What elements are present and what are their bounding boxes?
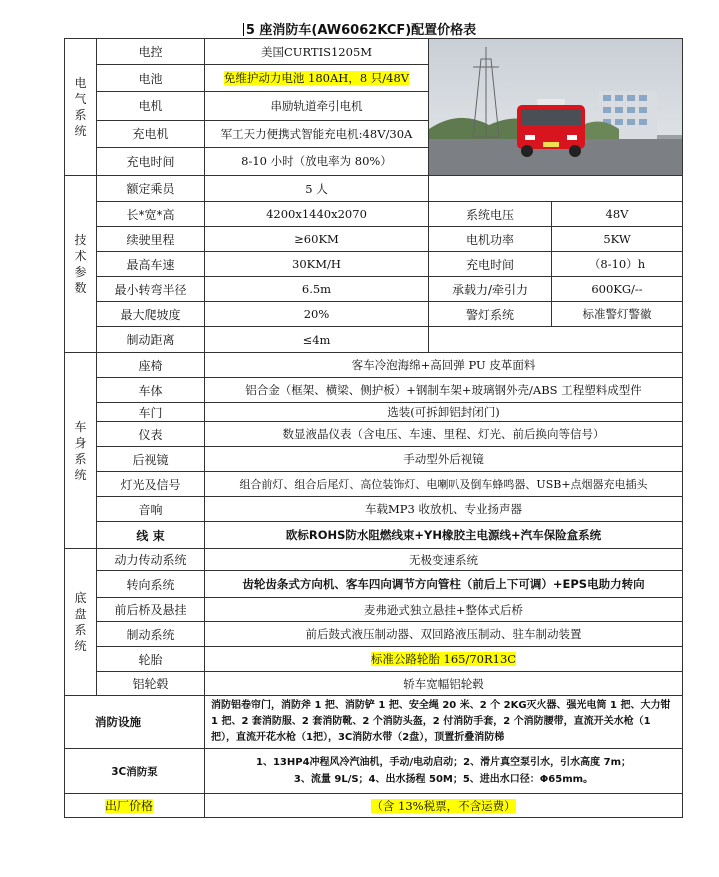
row-label: 系统电压 (429, 202, 552, 227)
table-row (65, 327, 683, 353)
row-label: 电机 (97, 92, 205, 120)
empty-cell (429, 176, 683, 202)
row-label: 额定乘员 (97, 176, 205, 202)
row-label: 前后桥及悬挂 (97, 598, 205, 622)
row-value: 20% (205, 302, 429, 327)
table-row (65, 672, 683, 696)
row-value: 麦弗逊式独立悬挂+整体式后桥 (205, 598, 683, 622)
row-value: 铝合金（框架、横梁、侧护板）+钢制车架+玻璃钢外壳/ABS 工程塑料成型件 (205, 378, 683, 403)
row-value: （8-10）h (552, 252, 683, 277)
row-value: 齿轮齿条式方向机、客车四向调节方向管柱（前后上下可调）+EPS电助力转向 (205, 571, 683, 598)
row-label: 灯光及信号 (97, 472, 205, 497)
row-value: 标准公路轮胎 165/70R13C (205, 647, 683, 672)
row-label: 电池 (97, 65, 205, 92)
row-label: 电控 (97, 39, 205, 65)
row-value: 6.5m (205, 277, 429, 302)
table-row (65, 549, 683, 571)
row-label: 续驶里程 (97, 227, 205, 252)
row-value: 客车冷泡海绵+高回弹 PU 皮革面料 (205, 353, 683, 378)
table-row (65, 277, 683, 302)
table-row (65, 353, 683, 378)
table-row (65, 497, 683, 522)
row-label: 充电时间 (97, 147, 205, 175)
row-label: 车体 (97, 378, 205, 403)
row-label: 制动系统 (97, 622, 205, 647)
table-row (65, 302, 683, 327)
table-row (65, 522, 683, 549)
row-label: 承载力/牵引力 (429, 277, 552, 302)
section-body: 车身系统 (65, 353, 97, 549)
row-value: 手动型外后视镜 (205, 447, 683, 472)
empty-cell (429, 327, 683, 353)
table-row (65, 227, 683, 252)
table-row (65, 422, 683, 447)
row-value: 免维护动力电池 180AH，8 只/48V (205, 65, 429, 92)
table-row (65, 622, 683, 647)
vehicle-photo (429, 39, 683, 176)
table-row (65, 39, 683, 65)
row-label: 最大爬坡度 (97, 302, 205, 327)
row-value: 无极变速系统 (205, 549, 683, 571)
row-label: 最小转弯半径 (97, 277, 205, 302)
row-value: 选装(可拆卸铝封闭门) (205, 403, 683, 422)
row-label: 制动距离 (97, 327, 205, 353)
text-cursor (243, 23, 244, 36)
row-label: 警灯系统 (429, 302, 552, 327)
pump-value (205, 749, 683, 794)
table-row (65, 403, 683, 422)
table-row (65, 571, 683, 598)
price-value: （含 13%税票，不含运费） (205, 794, 683, 818)
row-value: 标准警灯警徽 (552, 302, 683, 327)
table-row (65, 447, 683, 472)
row-label: 动力传动系统 (97, 549, 205, 571)
row-label: 转向系统 (97, 571, 205, 598)
row-value: 车载MP3 收放机、专业扬声器 (205, 497, 683, 522)
pump-line-1: 1、13HP4冲程风冷汽油机，手动/电动启动；2、滑片真空泵引水，引水高度 7m； (256, 757, 631, 768)
row-value: 数显液晶仪表（含电压、车速、里程、灯光、前后换向等信号） (205, 422, 683, 447)
row-label: 充电机 (97, 120, 205, 147)
row-value: 4200x1440x2070 (205, 202, 429, 227)
row-label: 最高车速 (97, 252, 205, 277)
fire-equipment-label: 消防设施 (65, 696, 205, 749)
row-label: 音响 (97, 497, 205, 522)
row-label: 座椅 (97, 353, 205, 378)
row-value: 前后鼓式液压制动器、双回路液压制动、驻车制动装置 (205, 622, 683, 647)
pump-label: 3C消防泵 (65, 749, 205, 794)
row-value: 30KM/H (205, 252, 429, 277)
row-label: 长*宽*高 (97, 202, 205, 227)
row-value: 串励轨道牵引电机 (205, 92, 429, 120)
table-row (65, 176, 683, 202)
table-row (65, 202, 683, 227)
row-value: ≥60KM (205, 227, 429, 252)
price-label: 出厂价格 (65, 794, 205, 818)
table-row (65, 378, 683, 403)
section-electrical: 电气系统 (65, 39, 97, 176)
row-label: 充电时间 (429, 252, 552, 277)
table-row (65, 794, 683, 818)
row-value: 轿车宽幅铝轮毂 (205, 672, 683, 696)
table-row (65, 472, 683, 497)
table-row (65, 647, 683, 672)
row-label: 车门 (97, 403, 205, 422)
row-value: 8-10 小时（放电率为 80%） (205, 147, 429, 175)
row-value: 组合前灯、组合后尾灯、高位装饰灯、电喇叭及倒车蜂鸣器、USB+点烟器充电插头 (205, 472, 683, 497)
section-technical: 技术参数 (65, 176, 97, 353)
row-label: 线 束 (97, 522, 205, 549)
row-value: ≤4m (205, 327, 429, 353)
row-label: 轮胎 (97, 647, 205, 672)
row-value: 美国CURTIS1205M (205, 39, 429, 65)
row-value: 5KW (552, 227, 683, 252)
table-row (65, 252, 683, 277)
row-value: 军工天力便携式智能充电机:48V/30A (205, 120, 429, 147)
pump-line-2: 3、流量 9L/S；4、出水扬程 50M；5、进出水口径：Φ65mm。 (293, 774, 594, 785)
title-text: 5 座消防车(AW6062KCF)配置价格表 (245, 23, 477, 38)
row-value: 欧标ROHS防水阻燃线束+YH橡胶主电源线+汽车保险盒系统 (205, 522, 683, 549)
fire-equipment-value: 消防铝卷帘门，消防斧 1 把、消防铲 1 把、安全绳 20 米、2 个 2KG灭火器、强光电筒 1 把、大力钳 1 把、2 套消防服、2 套消防靴、2 个消防头盔，2 付消防手套，2 个消防腰带，直流开关水枪（1 把），直流开花水枪（1把），3C消防水带（2盘），顶置折叠消防梯 (205, 696, 683, 749)
table-row (65, 598, 683, 622)
page-title (0, 19, 719, 38)
row-value: 5 人 (205, 176, 429, 202)
section-chassis: 底盘系统 (65, 549, 97, 696)
row-label: 后视镜 (97, 447, 205, 472)
config-price-table (64, 38, 683, 818)
table-row (65, 696, 683, 749)
row-label: 铝轮毂 (97, 672, 205, 696)
table-row (65, 749, 683, 794)
row-value: 600KG/-- (552, 277, 683, 302)
row-label: 电机功率 (429, 227, 552, 252)
row-value: 48V (552, 202, 683, 227)
row-label: 仪表 (97, 422, 205, 447)
